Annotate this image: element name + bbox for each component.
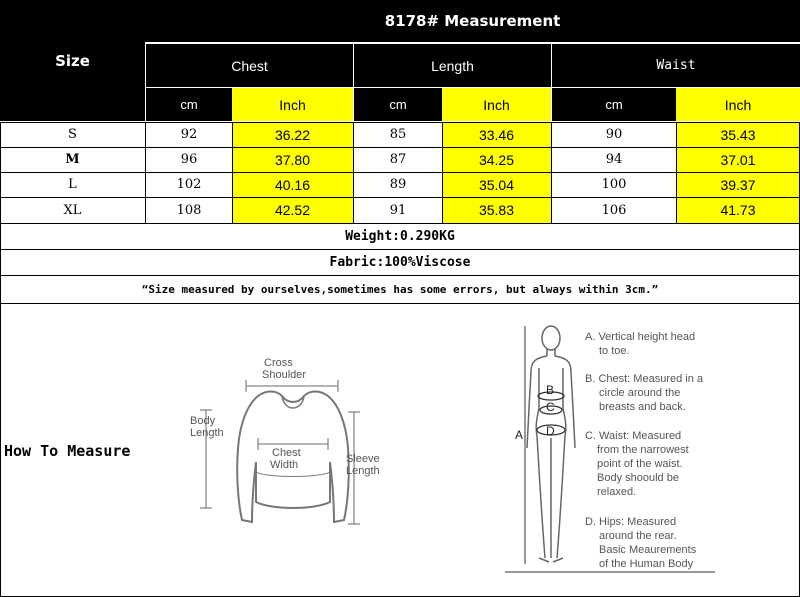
- table-row: [0, 147, 800, 172]
- svg-text:to toe.: to toe.: [599, 345, 630, 357]
- value-cell: 108: [176, 202, 202, 218]
- value-cell: 102: [176, 177, 202, 192]
- size-cell: S: [68, 127, 77, 142]
- note-row: “Size measured by ourselves,sometimes has some errors, but always within 3cm.”: [141, 283, 659, 296]
- value-cell: 37.01: [720, 151, 756, 168]
- table-row: [0, 122, 800, 147]
- value-cell: 33.46: [478, 126, 515, 143]
- value-cell: 37.80: [274, 151, 311, 168]
- value-cell: 91: [389, 202, 407, 218]
- body-diagram: [505, 318, 795, 580]
- svg-text:Basic Meaurements: Basic Meaurements: [599, 544, 697, 556]
- note-d: D. Hips: Measured: [585, 516, 677, 528]
- table-row: [0, 172, 800, 197]
- value-cell: 35.43: [720, 126, 756, 143]
- svg-text:Width: Width: [270, 459, 299, 471]
- value-cell: 92: [180, 127, 198, 142]
- unit-cell: cm: [146, 88, 232, 121]
- value-cell: 41.73: [720, 202, 756, 218]
- value-cell: 40.16: [274, 176, 311, 193]
- how-to-measure-label: How To Measure: [4, 442, 131, 460]
- marker-d: D: [546, 424, 555, 438]
- table-title: 8178# Measurement: [384, 12, 561, 30]
- marker-b: B: [546, 383, 555, 397]
- value-cell: 96: [180, 152, 198, 167]
- svg-text:Length: Length: [190, 427, 224, 439]
- value-cell: 34.25: [478, 151, 515, 168]
- value-cell: 90: [605, 127, 623, 142]
- note-b: B. Chest: Measured in a: [585, 373, 704, 385]
- body-length-label: Body: [190, 415, 216, 427]
- value-cell: 89: [389, 177, 407, 192]
- group-header-chest: Chest: [146, 43, 353, 87]
- unit-cell: cm: [552, 88, 676, 121]
- svg-text:from the narrowest: from the narrowest: [597, 444, 689, 456]
- chest-width-label: Chest: [272, 447, 301, 459]
- svg-text:Length: Length: [346, 465, 380, 477]
- value-cell: 94: [605, 152, 623, 167]
- svg-text:circle around the: circle around the: [599, 387, 681, 399]
- svg-text:Body shoould be: Body shoould be: [597, 472, 679, 484]
- svg-text:relaxed.: relaxed.: [597, 486, 637, 498]
- title-bar: [145, 0, 800, 42]
- unit-cell: cm: [354, 88, 442, 121]
- group-header-length: Length: [354, 43, 551, 87]
- unit-cell: Inch: [232, 88, 353, 121]
- svg-text:point of the waist.: point of the waist.: [597, 458, 683, 470]
- unit-cell: Inch: [676, 88, 800, 121]
- svg-text:around the rear.: around the rear.: [599, 530, 677, 542]
- value-cell: 106: [601, 202, 627, 218]
- garment-diagram: [186, 352, 396, 542]
- value-cell: 42.52: [274, 202, 311, 218]
- value-cell: 35.83: [478, 202, 515, 218]
- value-cell: 36.22: [274, 126, 311, 143]
- table-row: [0, 197, 800, 223]
- marker-a: A: [515, 428, 524, 442]
- svg-text:of the Human Body: of the Human Body: [599, 558, 694, 570]
- svg-text:breasts and back.: breasts and back.: [599, 401, 686, 413]
- note-a: A. Vertical height head: [585, 331, 696, 343]
- value-cell: 87: [389, 152, 407, 167]
- cross-shoulder-label: Cross: [264, 357, 293, 369]
- size-cell: M: [65, 152, 80, 167]
- fabric-row: Fabric:100%Viscose: [329, 255, 471, 270]
- group-header-waist: Waist: [552, 43, 800, 87]
- svg-text:Shoulder: Shoulder: [262, 369, 307, 381]
- size-cell: L: [68, 177, 77, 192]
- size-header: Size: [0, 0, 145, 121]
- note-c: C. Waist: Measured: [585, 430, 682, 442]
- size-cell: XL: [63, 202, 82, 218]
- weight-row: Weight:0.290KG: [345, 229, 455, 244]
- value-cell: 85: [389, 127, 407, 142]
- value-cell: 39.37: [720, 176, 756, 193]
- unit-cell: Inch: [442, 88, 551, 121]
- marker-c: C: [546, 400, 555, 414]
- sleeve-length-label: Sleeve: [346, 453, 380, 465]
- value-cell: 35.04: [478, 176, 515, 193]
- value-cell: 100: [601, 177, 627, 192]
